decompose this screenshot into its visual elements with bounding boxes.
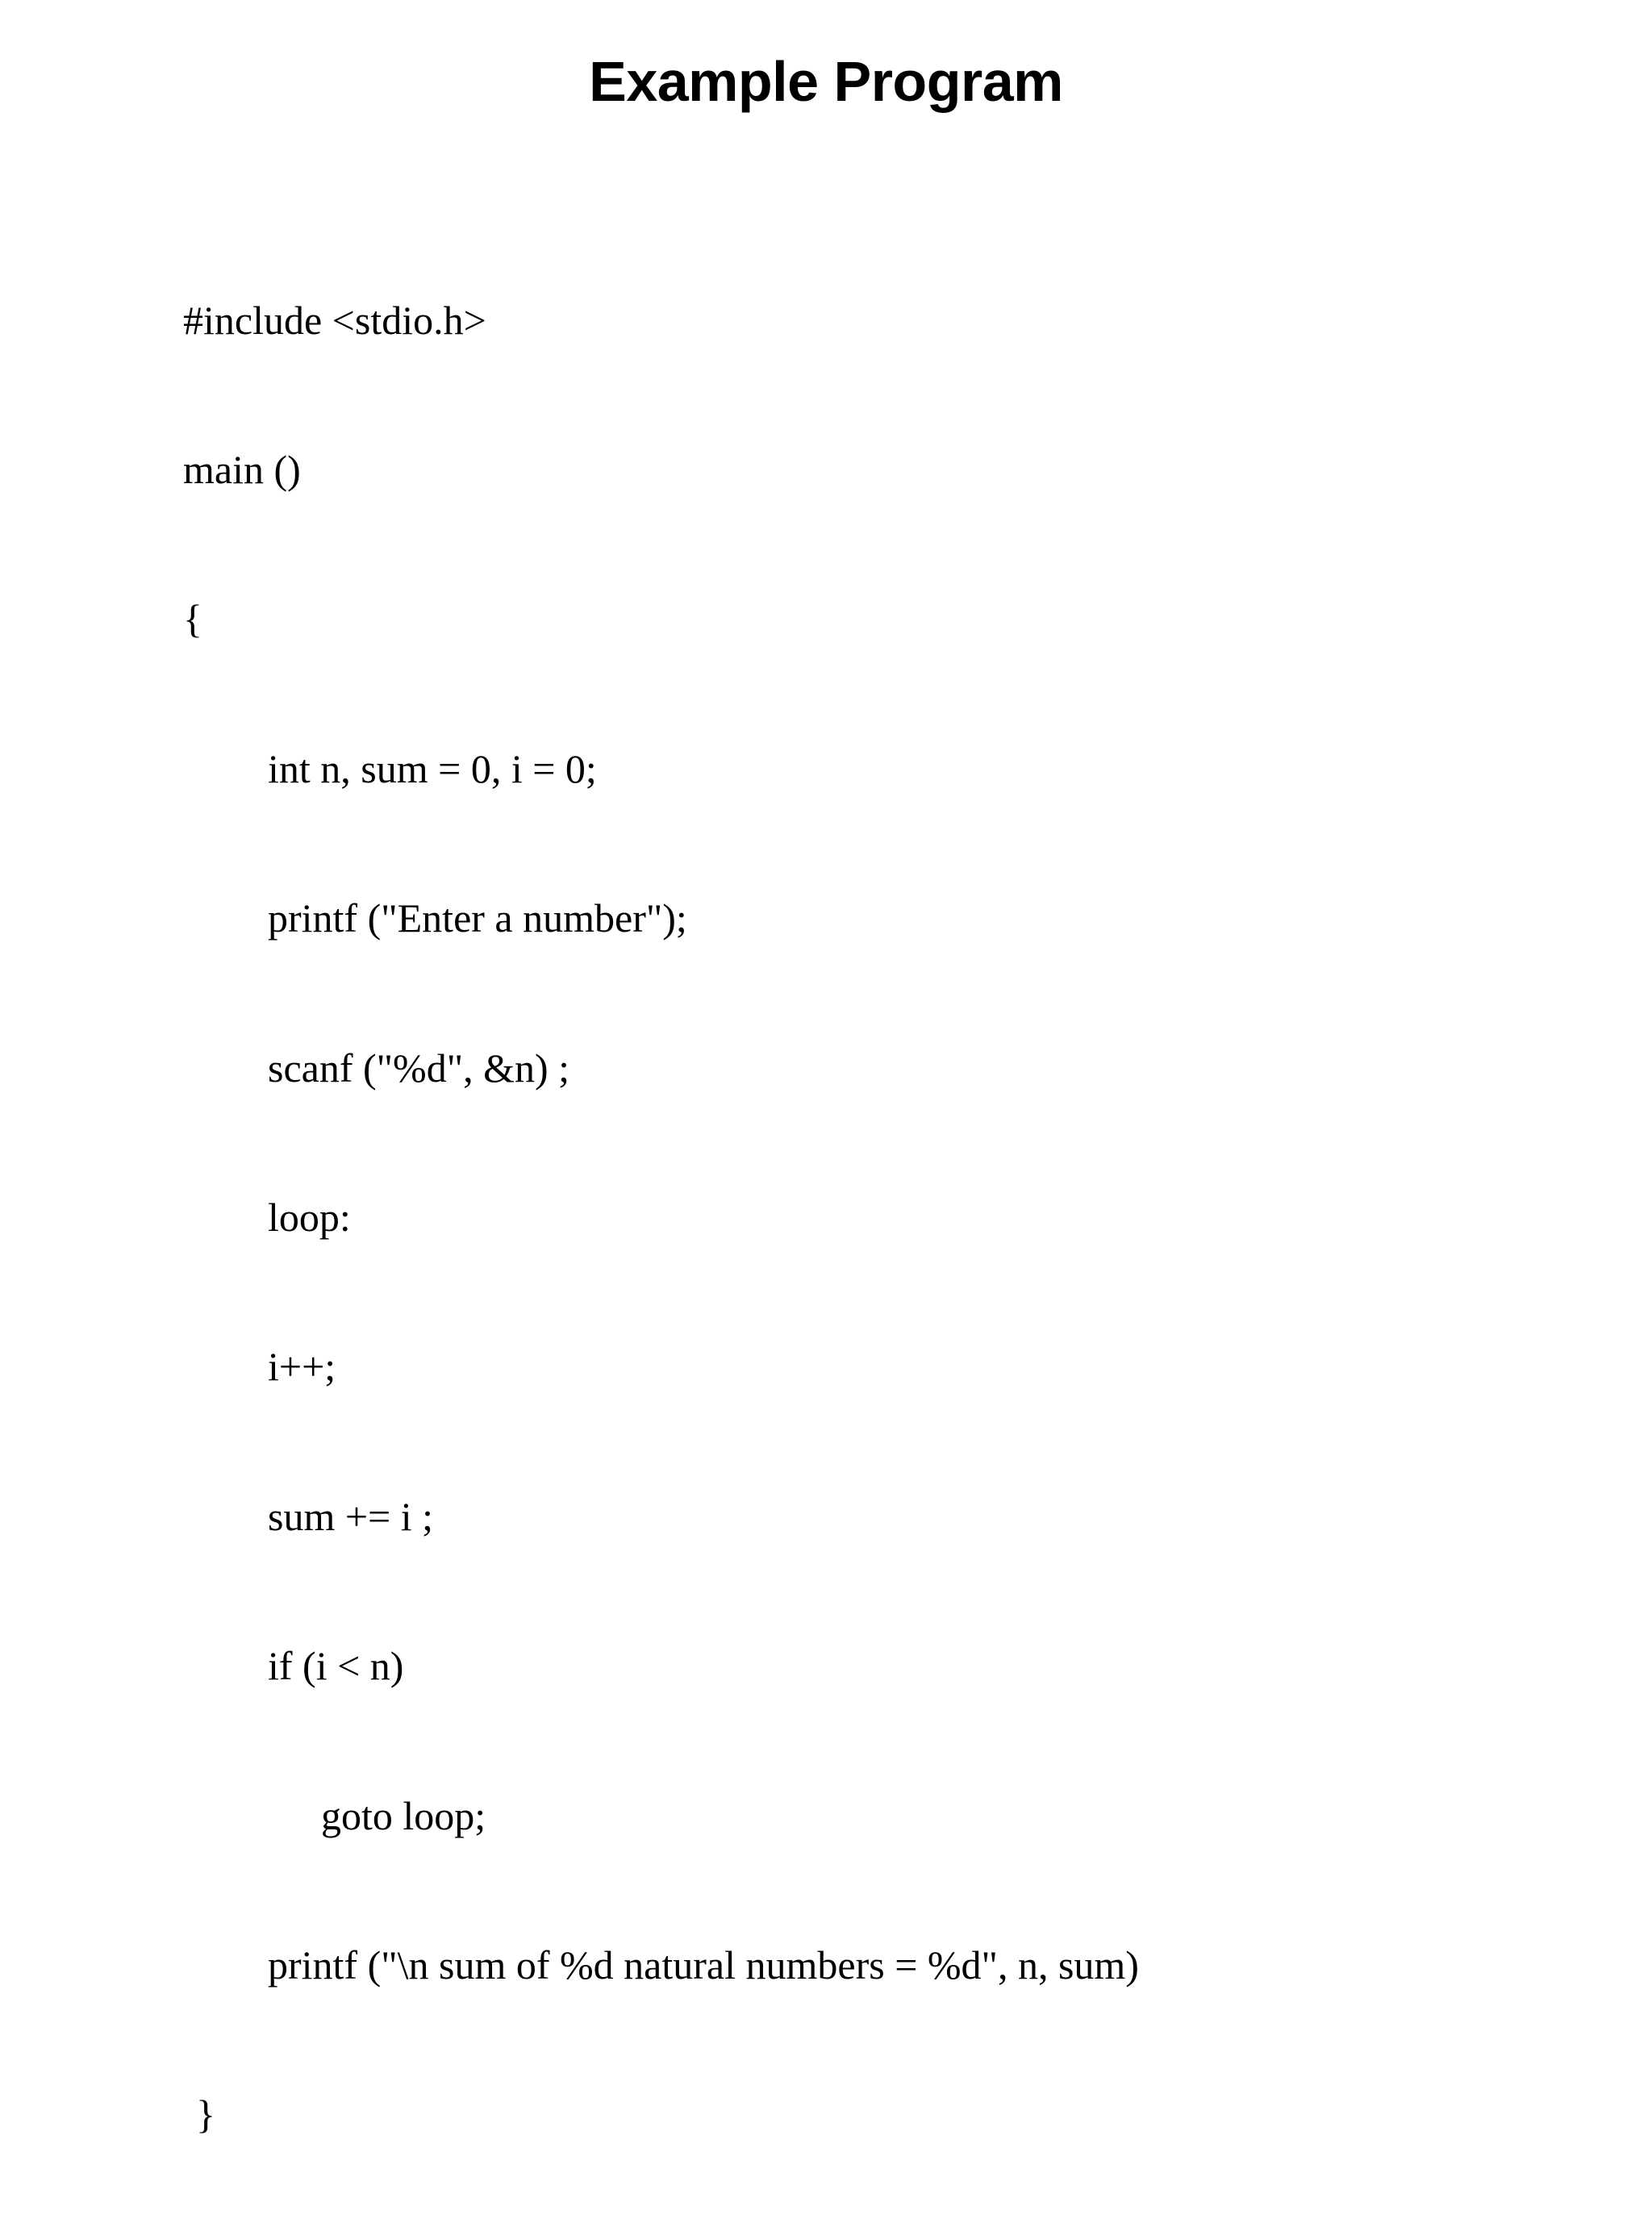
code-line-main: main () bbox=[183, 446, 301, 492]
code-line-goto: goto loop; bbox=[321, 1792, 486, 1838]
code-line-loop-label: loop: bbox=[268, 1194, 351, 1240]
code-line-printf-prompt: printf ("Enter a number"); bbox=[268, 895, 687, 941]
code-line-include: #include <stdio.h> bbox=[183, 297, 486, 343]
code-line-open-brace: { bbox=[183, 596, 202, 642]
code-line-close-brace: } bbox=[196, 2092, 215, 2138]
code-line-scanf: scanf ("%d", &n) ; bbox=[268, 1045, 570, 1091]
code-line-if-condition: if (i < n) bbox=[268, 1643, 404, 1689]
code-line-declaration: int n, sum = 0, i = 0; bbox=[268, 745, 597, 791]
code-block bbox=[183, 196, 1139, 2240]
code-line-sum-accumulate: sum += i ; bbox=[268, 1493, 434, 1539]
code-line-increment: i++; bbox=[268, 1344, 336, 1390]
slide-title: Example Program bbox=[589, 50, 1063, 113]
code-line-printf-result: printf ("\n sum of %d natural numbers = %d", n, sum) bbox=[268, 1942, 1139, 1988]
